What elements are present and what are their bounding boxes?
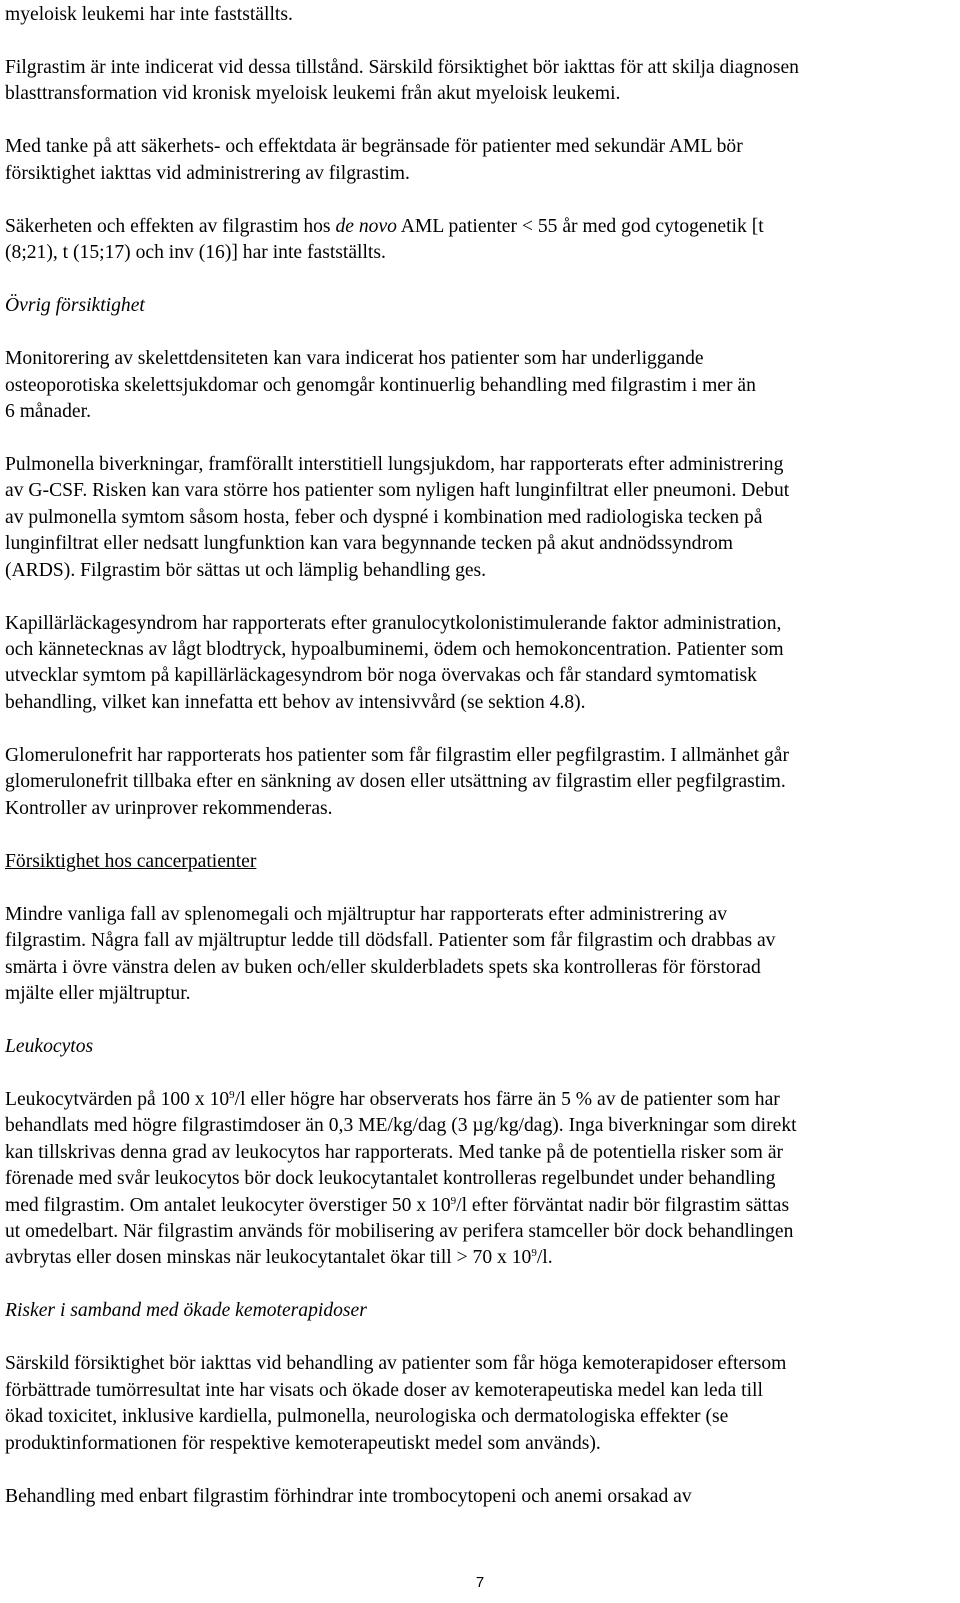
paragraph-blasttransformation xyxy=(5,55,945,108)
text-line: myeloisk leukemi har inte fastställts. xyxy=(5,4,293,25)
paragraph-skelettdensitet xyxy=(5,346,945,425)
text-line: Behandling med enbart filgrastim förhindrar inte trombocytopeni och anemi orsakad av xyxy=(5,1485,692,1507)
text-line: Glomerulonefrit har rapporterats hos patienter som får filgrastim eller pegfilgrastim. I allmänhet går xyxy=(5,744,790,766)
text-line: glomerulonefrit tillbaka efter en sänkning av dosen eller utsättning av filgrastim eller pegfilgrastim. xyxy=(5,771,786,793)
text-line: Pulmonella biverkningar, framförallt interstitiell lungsjukdom, har rapporterats efter administrering xyxy=(5,454,784,476)
text-fragment: /l. xyxy=(536,1247,553,1269)
paragraph-hoga-kemoterapidoser xyxy=(5,1351,945,1457)
text-line: Med tanke på att säkerhets- och effektdata är begränsade för patienter med sekundär AML bör xyxy=(5,136,743,158)
text-line: Kontroller av urinprover rekommenderas. xyxy=(5,797,333,819)
text-line: Särskild försiktighet bör iakttas vid behandling av patienter som får höga kemoterapidoser eftersom xyxy=(5,1353,787,1375)
section-heading-ovrig-forsiktighet: Övrig försiktighet xyxy=(5,295,145,317)
text-line: Monitorering av skelettdensiteten kan vara indicerat hos patienter som har underliggande xyxy=(5,348,704,370)
text-fragment: /l eller högre har observerats hos färre än 5 % av de patienter som har xyxy=(234,1088,780,1110)
superscript: 9 xyxy=(531,1247,537,1260)
paragraph-pulmonella-biverkningar xyxy=(5,452,945,584)
text-line xyxy=(5,214,945,240)
text-line: förbättrade tumörresultat inte har visats och ökade doser av kemoterapeutiska medel kan leda till xyxy=(5,1379,763,1401)
text-line: utvecklar symtom på kapillärläckagesyndrom bör noga övervakas och får standard symtomatisk xyxy=(5,665,757,687)
text-line: produktinformationen för respektive kemoterapeutiskt medel som används). xyxy=(5,1432,601,1454)
section-heading-forsiktighet-cancerpatienter xyxy=(5,849,945,875)
superscript: 9 xyxy=(450,1194,457,1207)
text-line: Kapillärläckagesyndrom har rapporterats efter granulocytkolonistimulerande faktor administration, xyxy=(5,612,782,634)
text-line: försiktighet iakttas vid administrering av filgrastim. xyxy=(5,162,410,184)
text-line: förenade med svår leukocytos bör dock leukocytantalet kontrolleras regelbundet under behandling xyxy=(5,1168,776,1190)
text-fragment: Leukocytvärden på 100 x 10 xyxy=(5,1088,230,1110)
text-line: behandling, vilket kan innefatta ett behov av intensivvård (se sektion 4.8). xyxy=(5,691,586,713)
paragraph-glomerulonefrit xyxy=(5,743,945,822)
text-line: blasttransformation vid kronisk myeloisk leukemi från akut myeloisk leukemi. xyxy=(5,83,621,105)
text-fragment: /l efter förväntat nadir bör filgrastim sättas xyxy=(456,1194,790,1216)
text-line: mjälte eller mjältruptur. xyxy=(5,982,191,1004)
text-fragment: AML patienter < 55 år med god cytogenetik [t xyxy=(396,215,764,237)
paragraph-leukocytvarden xyxy=(5,1087,945,1272)
text-line: 6 månader. xyxy=(5,401,91,423)
text-line xyxy=(5,1245,945,1271)
paragraph-splenomegali xyxy=(5,902,945,1008)
section-heading-leukocytos: Leukocytos xyxy=(5,1035,94,1057)
text-line: av pulmonella symtom såsom hosta, feber och dyspné i kombination med radiologiska tecken på xyxy=(5,506,763,528)
paragraph-aml-continuation xyxy=(5,2,945,28)
text-fragment: avbrytas eller dosen minskas när leukocytantalet ökar till > 70 x 10 xyxy=(5,1247,532,1269)
text-line: behandlats med högre filgrastimdoser än 0,3 ME/kg/dag (3 µg/kg/dag). Inga biverkningar som direkt xyxy=(5,1115,797,1137)
paragraph-secondary-aml xyxy=(5,134,945,187)
text-line: av G-CSF. Risken kan vara större hos patienter som nyligen haft lunginfiltrat eller pneumoni. Debut xyxy=(5,480,790,502)
paragraph-de-novo-aml xyxy=(5,214,945,267)
text-line: filgrastim. Några fall av mjältruptur ledde till dödsfall. Patienter som får filgrastim och drabbas av xyxy=(5,930,776,952)
document-page xyxy=(5,0,945,1510)
text-fragment: Säkerheten och effekten av filgrastim hos xyxy=(5,215,336,237)
text-fragment: med filgrastim. Om antalet leukocyter överstiger 50 x 10 xyxy=(5,1194,451,1216)
text-line xyxy=(5,1087,945,1113)
superscript: 9 xyxy=(229,1088,235,1101)
text-line: osteoporotiska skelettsjukdomar och genomgår kontinuerlig behandling med filgrastim i mer än xyxy=(5,374,756,396)
text-line: (ARDS). Filgrastim bör sättas ut och lämplig behandling ges. xyxy=(5,559,487,581)
text-line xyxy=(5,1193,945,1219)
text-line: Filgrastim är inte indicerat vid dessa tillstånd. Särskild försiktighet bör iakttas för att skilja diagnosen xyxy=(5,57,799,78)
section-heading-risker-kemoterapidoser: Risker i samband med ökade kemoterapidoser xyxy=(5,1300,367,1322)
text-line: (8;21), t (15;17) och inv (16)] har inte fastställts. xyxy=(5,242,386,264)
italic-term: de novo xyxy=(335,215,397,237)
text-line: och kännetecknas av lågt blodtryck, hypoalbuminemi, ödem och hemokoncentration. Patienter som xyxy=(5,639,784,661)
paragraph-enbart-filgrastim xyxy=(5,1484,945,1510)
page-number: 7 xyxy=(475,1574,485,1591)
text-line: kan tillskrivas denna grad av leukocytos har rapporterats. Med tanke på de potentiella risker som är xyxy=(5,1141,784,1163)
text-line: ökad toxicitet, inklusive kardiella, pulmonella, neurologiska och dermatologiska effekter (se xyxy=(5,1406,729,1428)
heading-text: Försiktighet hos cancerpatienter xyxy=(5,850,257,872)
text-line: lunginfiltrat eller nedsatt lungfunktion kan vara begynnande tecken på akut andnödssyndrom xyxy=(5,533,734,555)
paragraph-kapillarlackagesyndrom xyxy=(5,611,945,717)
text-line: ut omedelbart. När filgrastim används för mobilisering av perifera stamceller bör dock behandlingen xyxy=(5,1220,794,1242)
text-line: Mindre vanliga fall av splenomegali och mjältruptur har rapporterats efter administrering av xyxy=(5,903,727,925)
text-line: smärta i övre vänstra delen av buken och/eller skulderbladets spets ska kontrolleras för förstorad xyxy=(5,956,761,978)
